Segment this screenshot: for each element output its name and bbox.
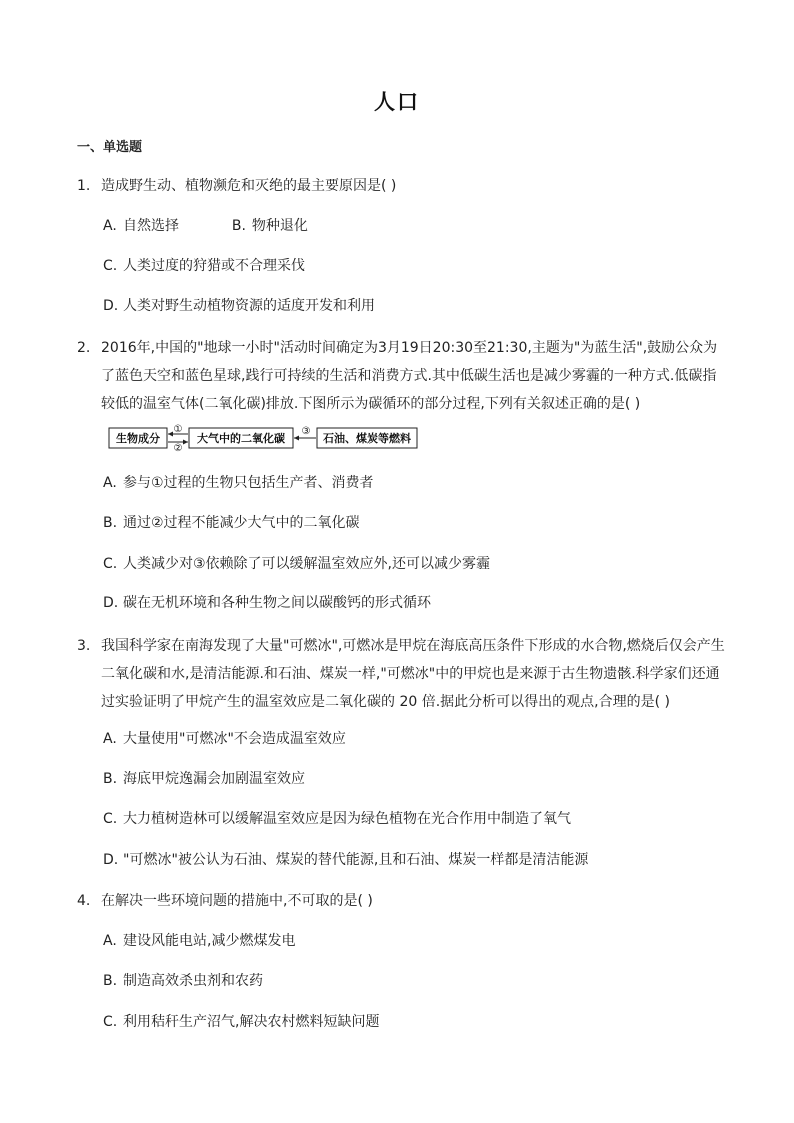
option-letter: C. <box>103 1014 118 1030</box>
section-heading: 一、单选题 <box>77 140 143 155</box>
question-text: 我国科学家在南海发现了大量"可燃冰",可燃冰是甲烷在海底高压条件下形成的水合物,燃烧后仅会产生二氧化碳和水,是清洁能源.和石油、煤炭一样,"可燃冰"中的甲烷也是来源于古生物遗骸.科学家们还通过实验证明了甲烷产生的温室效应是二氧化碳的 20 倍.据此分析可以得出的观点,合理的是( ) <box>101 638 725 710</box>
option-a[interactable] <box>103 218 179 234</box>
option-letter: A. <box>103 475 117 491</box>
option-letter: B. <box>103 771 118 787</box>
option-text: 大力植树造林可以缓解温室效应是因为绿色植物在光合作用中制造了氧气 <box>123 811 571 827</box>
question-2 <box>77 334 727 418</box>
option-c[interactable] <box>103 809 571 829</box>
arrow-1-label: ① <box>173 424 183 435</box>
option-a[interactable] <box>103 931 295 951</box>
arrow-1-head <box>168 432 173 437</box>
option-letter: B. <box>103 515 118 531</box>
option-letter: B. <box>231 218 246 234</box>
option-text: 物种退化 <box>251 218 308 234</box>
option-d[interactable] <box>103 850 588 870</box>
box-biological-label: 生物成分 <box>116 432 160 445</box>
arrow-2-label: ② <box>173 443 183 452</box>
option-c[interactable] <box>103 1012 379 1032</box>
option-c[interactable] <box>103 256 305 276</box>
option-text: 人类减少对③依赖除了可以缓解温室效应外,还可以减少雾霾 <box>123 556 490 572</box>
question-3 <box>77 632 727 716</box>
option-text: 通过②过程不能减少大气中的二氧化碳 <box>123 515 360 531</box>
option-text: 人类对野生动植物资源的适度开发和利用 <box>123 298 375 314</box>
arrow-3-head <box>294 436 299 441</box>
option-b[interactable] <box>232 218 308 234</box>
option-c[interactable] <box>103 554 490 574</box>
option-text: 参与①过程的生物只包括生产者、消费者 <box>123 475 374 491</box>
option-a[interactable] <box>103 729 346 749</box>
option-a[interactable] <box>103 473 374 493</box>
arrow-2-head <box>183 440 188 445</box>
option-text: 制造高效杀虫剂和农药 <box>123 973 263 989</box>
option-d[interactable] <box>103 296 375 316</box>
option-letter: C. <box>103 258 118 274</box>
option-b[interactable] <box>103 971 263 991</box>
option-text: 人类过度的狩猎或不合理采伐 <box>123 258 305 274</box>
option-letter: C. <box>103 811 118 827</box>
option-letter: D. <box>103 595 119 611</box>
option-text: 利用秸秆生产沼气,解决农村燃料短缺问题 <box>123 1014 380 1030</box>
option-text: 建设风能电站,减少燃煤发电 <box>123 933 296 949</box>
question-number: 3. <box>77 638 91 654</box>
option-letter: B. <box>103 973 118 989</box>
carbon-cycle-diagram <box>108 424 428 452</box>
question-text: 2016年,中国的"地球一小时"活动时间确定为3月19日20:30至21:30,主题为"为蓝生活",鼓励公众为了蓝色天空和蓝色星球,践行可持续的生活和消费方式.其中低碳生活也是减少雾霾的一种方式.低碳指较低的温室气体(二氧化碳)排放.下图所示为碳循环的部分过程,下列有关叙述正确的是( ) <box>101 340 718 412</box>
question-4 <box>77 887 727 915</box>
option-letter: D. <box>103 852 119 868</box>
question-text: 造成野生动、植物濒危和灭绝的最主要原因是( ) <box>101 178 397 194</box>
option-text: 大量使用"可燃冰"不会造成温室效应 <box>123 731 346 747</box>
box-fuel-label: 石油、煤炭等燃料 <box>323 432 411 445</box>
question-1 <box>77 172 727 200</box>
arrow-3-label: ③ <box>301 426 311 437</box>
option-row <box>103 216 308 236</box>
option-letter: D. <box>103 298 119 314</box>
page-title: 人口 <box>374 89 420 114</box>
option-text: 自然选择 <box>123 218 179 234</box>
question-number: 1. <box>77 178 91 194</box>
option-d[interactable] <box>103 593 431 613</box>
question-text: 在解决一些环境问题的措施中,不可取的是( ) <box>101 893 373 909</box>
option-letter: C. <box>103 556 118 572</box>
option-letter: A. <box>103 731 117 747</box>
option-b[interactable] <box>103 513 360 533</box>
option-text: "可燃冰"被公认为石油、煤炭的替代能源,且和石油、煤炭一样都是清洁能源 <box>123 852 589 868</box>
option-text: 碳在无机环境和各种生物之间以碳酸钙的形式循环 <box>123 595 431 611</box>
option-text: 海底甲烷逸漏会加剧温室效应 <box>123 771 305 787</box>
question-number: 2. <box>77 340 91 356</box>
question-number: 4. <box>77 893 91 909</box>
option-letter: A. <box>103 218 117 234</box>
option-letter: A. <box>103 933 117 949</box>
option-b[interactable] <box>103 769 305 789</box>
box-atmosphere-label: 大气中的二氧化碳 <box>197 432 285 445</box>
